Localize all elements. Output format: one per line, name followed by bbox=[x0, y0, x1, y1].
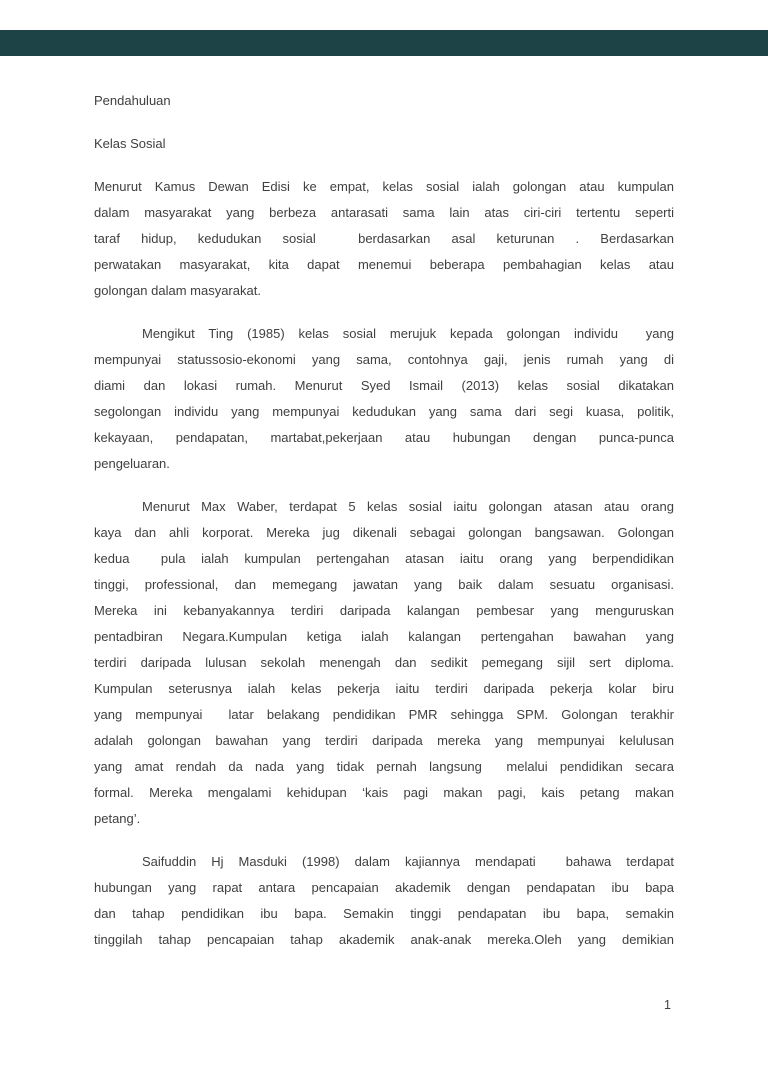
text-line: yang mempunyai latar belakang pendidikan PMR sehingga SPM. Golongan terakhir bbox=[94, 707, 674, 722]
text-line: perwatakan masyarakat, kita dapat menemui beberapa pembahagian kelas atau bbox=[94, 257, 674, 272]
text-line: pengeluaran. bbox=[94, 456, 170, 471]
text-line: Mereka ini kebanyakannya terdiri daripada kalangan pembesar yang menguruskan bbox=[94, 603, 674, 618]
text-line: dalam masyarakat yang berbeza antarasati sama lain atas ciri-ciri tertentu seperti bbox=[94, 205, 674, 220]
text-line: terdiri daripada lulusan sekolah menengah dan sedikit pemegang sijil sert diploma. bbox=[94, 655, 674, 670]
text-line: adalah golongan bawahan yang terdiri daripada mereka yang mempunyai kelulusan bbox=[94, 733, 674, 748]
document-content bbox=[94, 88, 674, 970]
paragraph-saifuddin bbox=[94, 849, 674, 953]
text-line: yang amat rendah da nada yang tidak pernah langsung melalui pendidikan secara bbox=[94, 759, 674, 774]
text-line: segolongan individu yang mempunyai kedudukan yang sama dari segi kuasa, politik, bbox=[94, 404, 674, 419]
text-line: kedua pula ialah kumpulan pertengahan atasan iaitu orang yang berpendidikan bbox=[94, 551, 674, 566]
text-line: pentadbiran Negara.Kumpulan ketiga ialah kalangan pertengahan bawahan yang bbox=[94, 629, 674, 644]
text-line: mempunyai statussosio-ekonomi yang sama, contohnya gaji, jenis rumah yang di bbox=[94, 352, 674, 367]
text-line: diami dan lokasi rumah. Menurut Syed Ismail (2013) kelas sosial dikatakan bbox=[94, 378, 674, 393]
text-line: tinggilah tahap pencapaian tahap akademik anak-anak mereka.Oleh yang demikian bbox=[94, 932, 674, 947]
text-line: dan tahap pendidikan ibu bapa. Semakin tinggi pendapatan ibu bapa, semakin bbox=[94, 906, 674, 921]
paragraph-max-waber bbox=[94, 494, 674, 832]
text-line: petang’. bbox=[94, 811, 141, 826]
section-subheading: Kelas Sosial bbox=[94, 136, 166, 151]
text-line: golongan dalam masyarakat. bbox=[94, 283, 261, 298]
text-line: taraf hidup, kedudukan sosial berdasarkan asal keturunan . Berdasarkan bbox=[94, 231, 674, 246]
paragraph-ting bbox=[94, 321, 674, 477]
text-line: Mengikut Ting (1985) kelas sosial merujuk kepada golongan individu yang bbox=[142, 326, 674, 341]
text-line: Kumpulan seterusnya ialah kelas pekerja iaitu terdiri daripada pekerja kolar biru bbox=[94, 681, 674, 696]
paragraph-intro bbox=[94, 174, 674, 304]
text-line: hubungan yang rapat antara pencapaian akademik dengan pendapatan ibu bapa bbox=[94, 880, 674, 895]
text-line: formal. Mereka mengalami kehidupan ‘kais pagi makan pagi, kais petang makan bbox=[94, 785, 674, 800]
section-heading: Pendahuluan bbox=[94, 93, 171, 108]
text-line: kaya dan ahli korporat. Mereka jug dikenali sebagai golongan bangsawan. Golongan bbox=[94, 525, 674, 540]
top-bar bbox=[0, 30, 768, 56]
text-line: Menurut Kamus Dewan Edisi ke empat, kelas sosial ialah golongan atau kumpulan bbox=[94, 179, 674, 194]
page-number: 1 bbox=[664, 998, 671, 1012]
text-line: Saifuddin Hj Masduki (1998) dalam kajiannya mendapati bahawa terdapat bbox=[142, 854, 674, 869]
text-line: tinggi, professional, dan memegang jawatan yang baik dalam sesuatu organisasi. bbox=[94, 577, 674, 592]
text-line: kekayaan, pendapatan, martabat,pekerjaan atau hubungan dengan punca-punca bbox=[94, 430, 674, 445]
text-line: Menurut Max Waber, terdapat 5 kelas sosial iaitu golongan atasan atau orang bbox=[142, 499, 674, 514]
